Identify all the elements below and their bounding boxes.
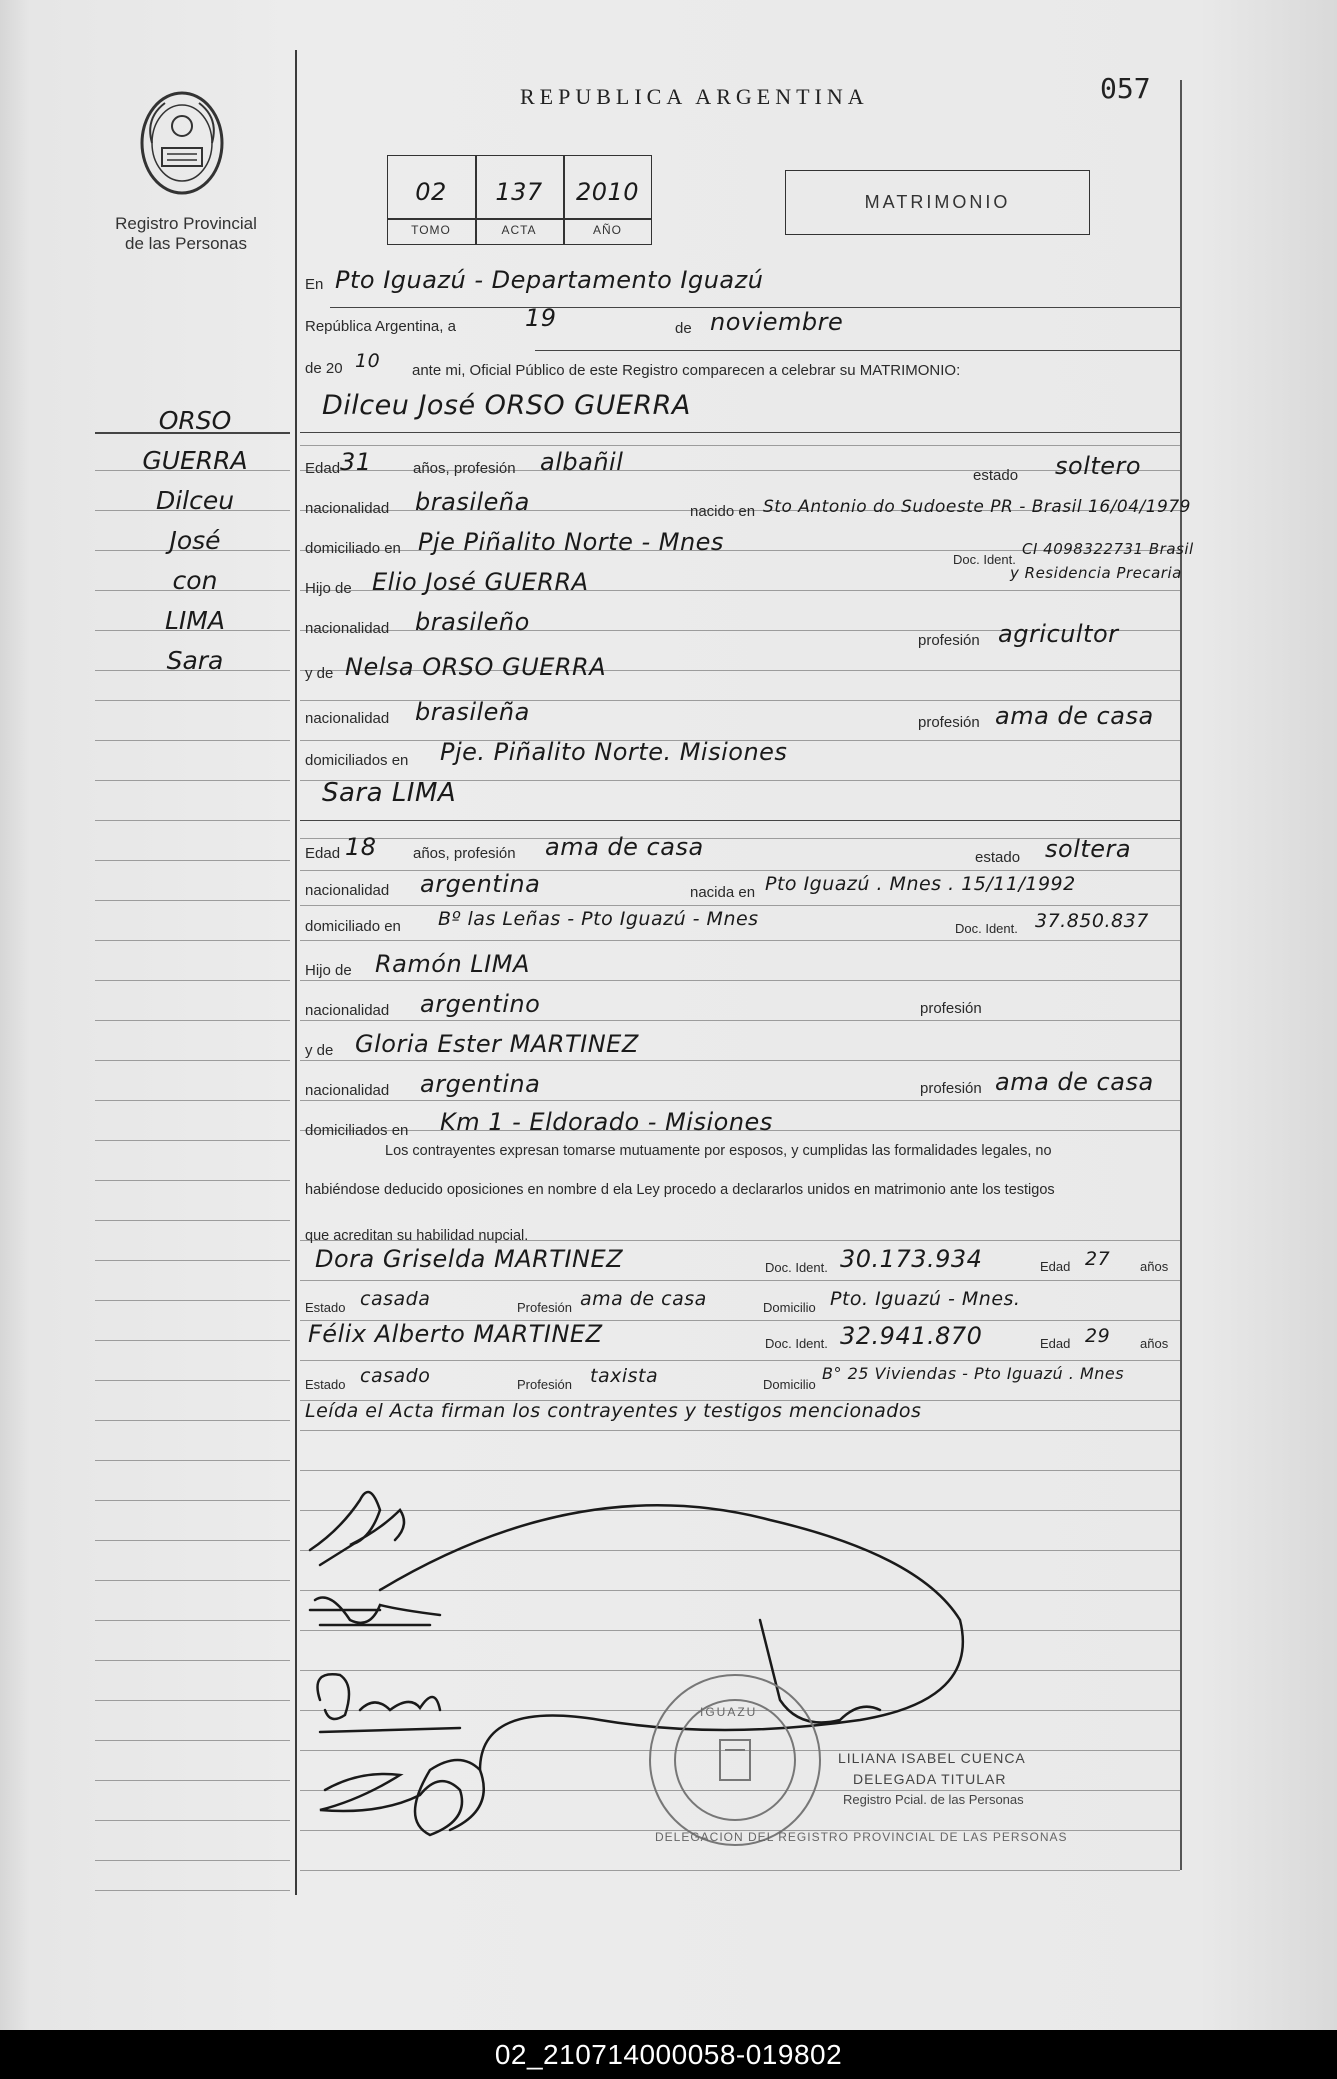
- witness2-profession: taxista: [590, 1365, 659, 1387]
- place-value: Pto Iguazú - Departamento Iguazú: [335, 266, 764, 294]
- signatures-area: [300, 1470, 1180, 1890]
- acta-value: 137: [495, 178, 543, 206]
- act-type: MATRIMONIO: [864, 192, 1011, 212]
- stamp-ring-text: DELEGACION DEL REGISTRO PROVINCIAL DE LAS PERSONAS: [655, 1830, 1068, 1844]
- margin-name-5: con: [172, 566, 218, 595]
- groom-age: 31: [340, 448, 372, 476]
- bride-profession: ama de casa: [545, 833, 704, 861]
- appear-text: ante mi, Oficial Público de este Registro comparecen a celebrar su MATRIMONIO:: [412, 362, 961, 379]
- bride-mother-nationality: argentina: [420, 1070, 541, 1098]
- witness2-dom-label: Domicilio: [763, 1377, 816, 1392]
- witness1-profession: ama de casa: [580, 1288, 707, 1310]
- stamp-city: IGUAZU: [700, 1705, 758, 1719]
- registry-name-2: de las Personas: [125, 234, 247, 253]
- bride-domicile: Bº las Leñas - Pto Iguazú - Mnes: [438, 908, 759, 930]
- witness2-doc-label: Doc. Ident.: [765, 1336, 828, 1351]
- bride-estado-label: estado: [975, 849, 1021, 866]
- tomo-label: TOMO: [411, 223, 451, 237]
- year-suffix: 10: [355, 350, 381, 372]
- declaration-line-3: que acreditan su habilidad nupcial.: [305, 1228, 529, 1244]
- official-stamp: [650, 1675, 820, 1845]
- margin-name-1: ORSO: [158, 406, 232, 435]
- groom-estado-label: estado: [973, 467, 1019, 484]
- official-office: Registro Pcial. de las Personas: [843, 1792, 1024, 1807]
- groom-nac-label: nacionalidad: [305, 500, 390, 517]
- groom-nacido-label: nacido en: [690, 503, 756, 520]
- groom-hijo-label: Hijo de: [305, 580, 352, 597]
- official-name: LILIANA ISABEL CUENCA: [838, 1750, 1026, 1766]
- groom-doc-label: Doc. Ident.: [953, 552, 1016, 567]
- day-value: 19: [525, 304, 557, 332]
- signature-2: [310, 1598, 440, 1626]
- witness2-name: Félix Alberto MARTINEZ: [308, 1320, 603, 1348]
- registry-name-1: Registro Provincial: [115, 214, 257, 233]
- groom-edad-label: Edad: [305, 460, 341, 477]
- margin-name-7: Sara: [166, 646, 224, 675]
- bride-yde-label: y de: [305, 1042, 334, 1059]
- de-label: de: [675, 320, 692, 337]
- bride-mother-profession: ama de casa: [995, 1068, 1154, 1096]
- signature-1: [310, 1492, 404, 1565]
- bride-doc-number: 37.850.837: [1035, 910, 1149, 932]
- groom-father-prof-label: profesión: [918, 632, 980, 649]
- groom-yde-label: y de: [305, 665, 334, 682]
- acta-label: ACTA: [501, 223, 537, 237]
- bride-parents-dom-label: domiciliados en: [305, 1122, 409, 1139]
- anio-label: AÑO: [592, 223, 622, 237]
- bride-birthplace: Pto Iguazú . Mnes . 15/11/1992: [765, 873, 1076, 895]
- bride-nacida-label: nacida en: [690, 884, 756, 901]
- witness2-status: casado: [360, 1365, 431, 1387]
- witness1-anos-label: años: [1140, 1259, 1169, 1274]
- groom-mother-profession: ama de casa: [995, 702, 1154, 730]
- margin-name-3: Dilceu: [155, 486, 235, 515]
- groom-mother-nac-label: nacionalidad: [305, 710, 390, 727]
- witness1-estado-label: Estado: [305, 1300, 346, 1315]
- groom-mother: Nelsa ORSO GUERRA: [345, 653, 607, 681]
- witness1-doc-label: Doc. Ident.: [765, 1260, 828, 1275]
- witness1-dom-label: Domicilio: [763, 1300, 816, 1315]
- witness1-status: casada: [360, 1288, 431, 1310]
- bride-parents-domicile: Km 1 - Eldorado - Misiones: [440, 1108, 773, 1136]
- groom-birthplace: Sto Antonio do Sudoeste PR - Brasil 16/04/1979: [763, 497, 1191, 517]
- witness1-doc: 30.173.934: [840, 1245, 983, 1273]
- witness1-edad-label: Edad: [1040, 1259, 1071, 1274]
- groom-doc-number: CI 4098322731 Brasil: [1022, 540, 1194, 558]
- bride-edad-label: Edad: [305, 845, 341, 862]
- witness2-estado-label: Estado: [305, 1377, 346, 1392]
- margin-name-4: José: [169, 526, 221, 555]
- declaration-line-2: habiéndose deducido oposiciones en nombre d ela Ley procedo a declararlos unidos en matrimonio ante los testigos: [305, 1182, 1055, 1198]
- bride-mother-prof-label: profesión: [920, 1080, 982, 1097]
- bride-hijo-label: Hijo de: [305, 962, 352, 979]
- witness2-doc: 32.941.870: [840, 1322, 983, 1350]
- bride-nationality: argentina: [420, 870, 541, 898]
- bride-nac-label: nacionalidad: [305, 882, 390, 899]
- groom-mother-prof-label: profesión: [918, 714, 980, 731]
- page-number: 057: [1100, 72, 1151, 105]
- groom-name: Dilceu José ORSO GUERRA: [322, 390, 691, 421]
- witness1-name: Dora Griselda MARTINEZ: [315, 1245, 624, 1273]
- republica-label: República Argentina, a: [305, 318, 456, 335]
- tomo-value: 02: [415, 178, 447, 206]
- witness2-edad-label: Edad: [1040, 1336, 1071, 1351]
- bride-father-nationality: argentino: [420, 990, 541, 1018]
- groom-father-profession: agricultor: [998, 620, 1119, 648]
- bride-age: 18: [345, 833, 377, 861]
- bride-mother: Gloria Ester MARTINEZ: [355, 1030, 639, 1058]
- witness1-age: 27: [1085, 1248, 1111, 1270]
- witness2-domicile: B° 25 Viviendas - Pto Iguazú . Mnes: [822, 1364, 1125, 1383]
- province-seal-icon: [135, 88, 230, 198]
- document-id-footer: 02_210714000058-019802: [0, 2030, 1337, 2079]
- bride-father: Ramón LIMA: [375, 950, 530, 978]
- country-title: REPUBLICA ARGENTINA: [520, 84, 869, 109]
- witness2-anos-label: años: [1140, 1336, 1169, 1351]
- bride-name: Sara LIMA: [322, 778, 457, 808]
- groom-domicile: Pje Piñalito Norte - Mnes: [418, 528, 724, 556]
- signature-3: [318, 1674, 461, 1732]
- witness2-prof-label: Profesión: [517, 1377, 572, 1392]
- witness1-prof-label: Profesión: [517, 1300, 572, 1315]
- bride-father-nac-label: nacionalidad: [305, 1002, 390, 1019]
- en-label: En: [305, 276, 324, 293]
- groom-parents-dom-label: domiciliados en: [305, 752, 409, 769]
- witness1-domicile: Pto. Iguazú - Mnes.: [830, 1288, 1021, 1310]
- bride-status: soltera: [1045, 835, 1132, 863]
- witness2-age: 29: [1085, 1325, 1111, 1347]
- groom-doc-note: y Residencia Precaria: [1010, 564, 1182, 582]
- bride-father-prof-label: profesión: [920, 1000, 982, 1017]
- groom-mother-nationality: brasileña: [415, 698, 530, 726]
- groom-nationality: brasileña: [415, 488, 530, 516]
- right-border: [1180, 80, 1182, 1870]
- bride-mother-nac-label: nacionalidad: [305, 1082, 390, 1099]
- bride-profesion-label: años, profesión: [413, 845, 516, 862]
- bride-dom-label: domiciliado en: [305, 918, 401, 935]
- groom-father-nationality: brasileño: [415, 608, 530, 636]
- closing-text: Leída el Acta firman los contrayentes y testigos mencionados: [305, 1400, 922, 1422]
- official-signature: [380, 1505, 963, 1770]
- bride-doc-label: Doc. Ident.: [955, 921, 1018, 936]
- groom-dom-label: domiciliado en: [305, 540, 401, 557]
- groom-parents-domicile: Pje. Piñalito Norte. Misiones: [440, 738, 788, 766]
- anio-value: 2010: [575, 178, 640, 206]
- margin-name-2: GUERRA: [142, 446, 248, 475]
- year-prefix: de 20: [305, 360, 343, 377]
- groom-father: Elio José GUERRA: [372, 568, 589, 596]
- margin-name-6: LIMA: [165, 606, 225, 635]
- month-value: noviembre: [710, 308, 844, 336]
- groom-profesion-label: años, profesión: [413, 460, 516, 477]
- groom-profession: albañil: [540, 448, 624, 476]
- declaration-line-1: Los contrayentes expresan tomarse mutuamente por esposos, y cumplidas las formalidades legales, no: [385, 1143, 1052, 1159]
- margin-divider: [295, 50, 297, 1895]
- signature-4: [320, 1760, 484, 1835]
- groom-father-nac-label: nacionalidad: [305, 620, 390, 637]
- groom-status: soltero: [1055, 452, 1142, 480]
- official-title: DELEGADA TITULAR: [853, 1771, 1007, 1787]
